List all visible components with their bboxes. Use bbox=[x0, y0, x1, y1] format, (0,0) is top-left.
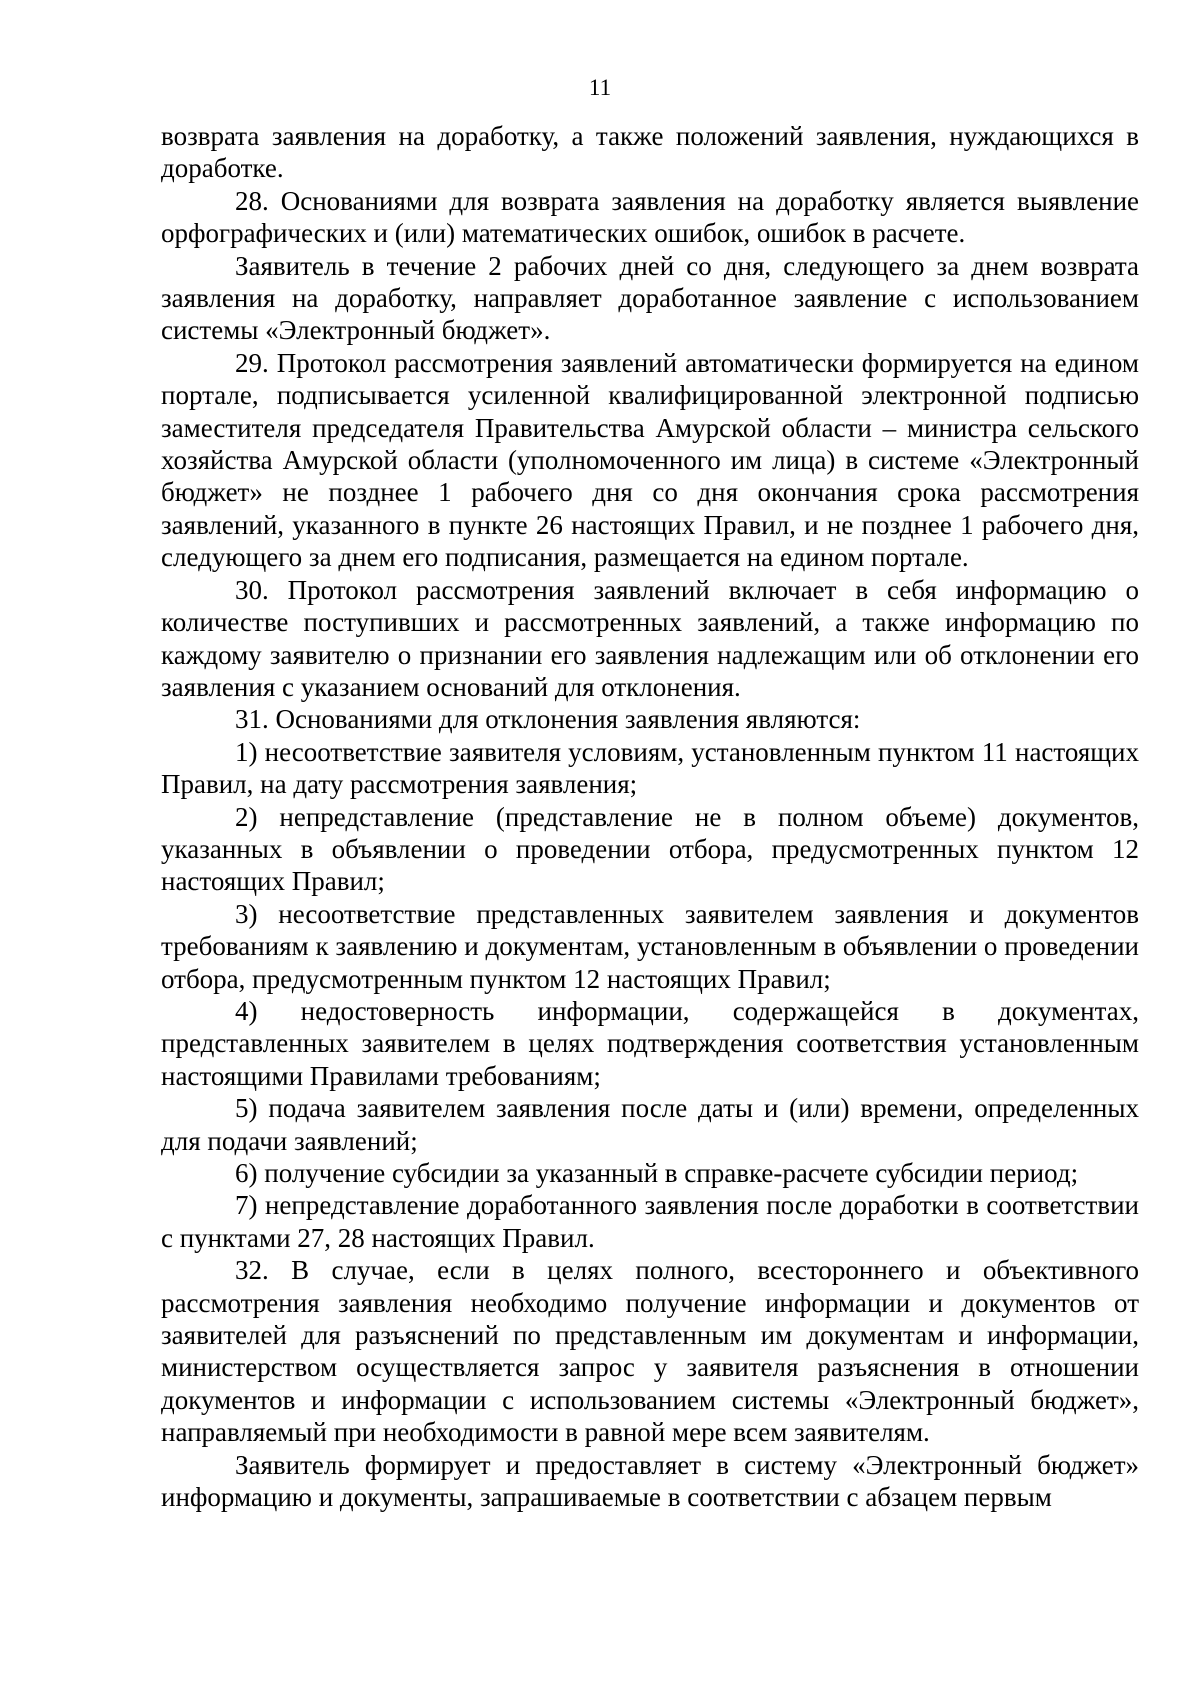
list-item-31-1: 1) несоответствие заявителя условиям, установленным пунктом 11 настоящих Правил, на дату рассмотрения заявления; bbox=[161, 736, 1139, 800]
paragraph-32: 32. В случае, если в целях полного, всестороннего и объективного рассмотрения заявления необходимо получение информации и документов от заявителей для разъяснений по представленным им документам и информации, министерством осуществляется запрос у заявителя разъяснения в отношении документов и информации с использованием системы «Электронный бюджет», направляемый при необходимости в равной мере всем заявителям. bbox=[161, 1255, 1139, 1448]
paragraph-31: 31. Основаниями для отклонения заявления являются: bbox=[235, 704, 861, 735]
paragraph-continuation: возврата заявления на доработку, а также положений заявления, нуждающихся в доработке. bbox=[161, 121, 1139, 184]
list-item-31-7: 7) непредставление доработанного заявления после доработки в соответствии с пунктами 27, 28 настоящих Правил. bbox=[161, 1190, 1139, 1253]
paragraph-32-applicant: Заявитель формирует и предоставляет в систему «Электронный бюджет» информацию и документы, запрашиваемые в соответствии с абзацем первым bbox=[161, 1449, 1139, 1513]
list-item-31-3: 3) несоответствие представленных заявителем заявления и документов требованиям к заявлению и документам, установленным в объявлении о проведении отбора, предусмотренным пунктом 12 настоящих Правил; bbox=[161, 898, 1139, 994]
page-number: 11 bbox=[588, 75, 612, 100]
list-item-31-5: 5) подача заявителем заявления после даты и (или) времени, определенных для подачи заявлений; bbox=[161, 1093, 1139, 1156]
paragraph-30: 30. Протокол рассмотрения заявлений включает в себя информацию о количестве поступивших и рассмотренных заявлений, а также информацию по каждому заявителю о признании его заявления надлежащим или об отклонении его заявления с указанием оснований для отклонения. bbox=[161, 574, 1139, 702]
paragraph-29: 29. Протокол рассмотрения заявлений автоматически формируется на едином портале, подписывается усиленной квалифицированной электронной подписью заместителя председателя Правительства Амурской области – министра сельского хозяйства Амурской области (уполномоченного им лица) в системе «Электронный бюджет» не позднее 1 рабочего дня со дня окончания срока рассмотрения заявлений, указанного в пункте 26 настоящих Правил, и не позднее 1 рабочего дня, следующего за днем его подписания, размещается на едином портале. bbox=[161, 347, 1139, 573]
list-item-31-4: 4) недостоверность информации, содержащейся в документах, представленных заявителем в целях подтверждения соответствия установленным настоящими Правилами требованиям; bbox=[161, 995, 1139, 1091]
paragraph-28-applicant: Заявитель в течение 2 рабочих дней со дня, следующего за днем возврата заявления на доработку, направляет доработанное заявление с использованием системы «Электронный бюджет». bbox=[161, 250, 1139, 346]
document-body bbox=[161, 120, 1139, 1513]
list-item-31-6: 6) получение субсидии за указанный в справке-расчете субсидии период; bbox=[235, 1158, 1079, 1188]
paragraph-28: 28. Основаниями для возврата заявления на доработку является выявление орфографических и (или) математических ошибок, ошибок в расчете. bbox=[161, 185, 1139, 249]
list-item-31-2: 2) непредставление (представление не в полном объеме) документов, указанных в объявлении о проведении отбора, предусмотренных пунктом 12 настоящих Правил; bbox=[161, 801, 1139, 897]
